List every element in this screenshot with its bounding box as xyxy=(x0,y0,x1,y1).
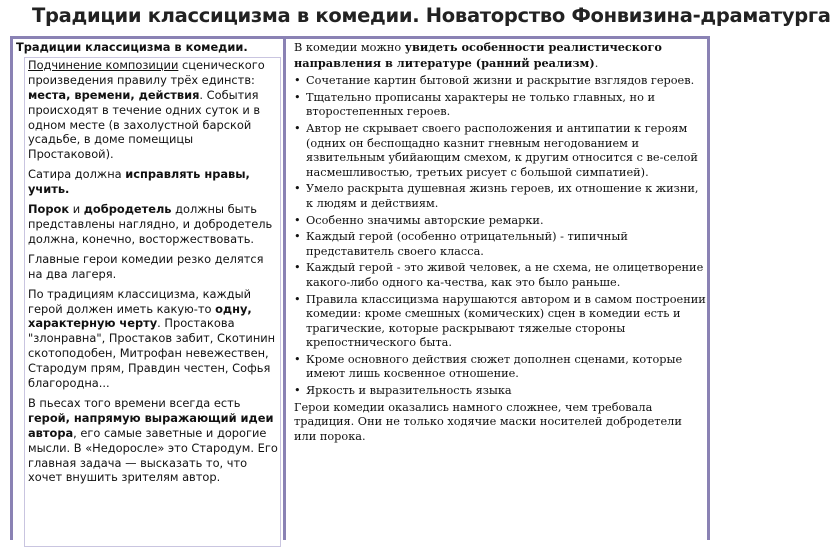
text-segment: должны быть представлены наглядно, и добродетель должна, конечно, восторжествовать. xyxy=(28,202,273,246)
right-intro xyxy=(294,40,706,71)
bold-text: увидеть особенности реалистического направления в литературе (ранний реализм) xyxy=(294,40,662,70)
bullet-icon: • xyxy=(294,261,301,275)
list-item xyxy=(294,384,706,399)
list-item-text: Каждый герой - это живой человек, а не схема, не олицетворение какого-либо одного ка-чества, как это было раньше. xyxy=(306,261,704,289)
list-item-text: Автор не скрывает своего расположения и антипатии к героям (одних он беспощадно казнит гневным негодованием и язвительным убийающим смехом, к другим относится с ве-селой насмешливостью, третьих рисует с большой симпатией). xyxy=(306,121,698,179)
left-heading: Традиции классицизма в комедии. xyxy=(16,40,248,54)
text-segment: сценического произведения правилу трёх единств: xyxy=(28,57,265,87)
bullet-icon: • xyxy=(294,90,301,104)
paragraph-vice-virtue xyxy=(28,202,280,247)
features-list xyxy=(294,74,706,398)
list-item-text: Тщательно прописаны характеры не только главных, но и второстепенных героев. xyxy=(306,90,655,119)
right-closing: Герои комедии оказались намного сложнее, чем требовала традиция. Они не только ходячие маски носителей добродетели или порока. xyxy=(294,400,682,443)
bold-text: места, времени, действия xyxy=(28,87,200,102)
text-segment: . xyxy=(594,56,599,70)
bold-text: Порок xyxy=(28,202,70,217)
bold-text: добродетель xyxy=(83,202,172,217)
bullet-icon: • xyxy=(294,213,301,227)
list-item-text: Сочетание картин бытовой жизни и раскрытие взглядов героев. xyxy=(306,74,695,88)
bold-text: герой, напрямую выражающий идеи автора xyxy=(28,410,274,440)
right-column xyxy=(294,40,706,444)
slide-title: Традиции классицизма в комедии. Новаторство Фонвизина-драматурга xyxy=(32,4,831,27)
list-item xyxy=(294,214,706,229)
list-item xyxy=(294,74,706,89)
bullet-icon: • xyxy=(294,74,301,88)
list-item xyxy=(294,182,706,211)
list-item xyxy=(294,293,706,351)
list-item-text: Каждый герой (особенно отрицательный) - типичный представитель своего класса. xyxy=(306,230,628,258)
paragraph-satire xyxy=(28,167,280,197)
list-item-text: Правила классицизма нарушаются автором и в самом построении комедии: кроме смешных (комических) сцен в комедии есть и трагические, которые раскрывают тяжелые стороны крепостнического быта. xyxy=(306,292,706,350)
list-item-text: Особенно значимы авторские ремарки. xyxy=(306,213,544,227)
list-item xyxy=(294,230,706,259)
bullet-icon: • xyxy=(294,292,301,306)
text-segment: . События происходят в течение одних суток и в одном месте (в захолустной барской усадьбе, в доме помещицы Простаковой). xyxy=(28,87,261,162)
list-item-text: Кроме основного действия сюжет дополнен сценами, которые имеют лишь косвенное отношение. xyxy=(306,352,683,381)
list-item xyxy=(294,261,706,290)
underlined-text: Подчинение композиции xyxy=(28,57,179,72)
text-segment: По традициям классицизма, каждый герой должен иметь какую-то xyxy=(28,286,251,316)
text-segment: В комедии можно xyxy=(294,41,405,54)
bullet-icon: • xyxy=(294,182,301,196)
list-item-text: Яркость и выразительность языка xyxy=(306,384,512,398)
text-segment: В пьесах того времени всегда есть xyxy=(28,395,241,410)
list-item xyxy=(294,122,706,180)
paragraph-two-camps: Главные герои комедии резко делятся на два лагеря. xyxy=(28,251,264,281)
left-column xyxy=(16,40,278,490)
paragraph-author-hero xyxy=(28,396,280,485)
bullet-icon: • xyxy=(294,352,301,366)
bold-text: исправлять нравы, учить. xyxy=(28,167,250,197)
paragraph-unities xyxy=(28,58,280,162)
column-divider xyxy=(283,36,286,540)
bold-text: одну, характерную черту xyxy=(28,301,252,331)
text-segment: Сатира должна xyxy=(28,167,126,182)
bullet-icon: • xyxy=(294,384,301,398)
list-item xyxy=(294,353,706,382)
text-segment: . Простакова "злонравна", Простаков забит, Скотинин скотоподобен, Митрофан невежествен, Стародум прям, Правдин честен, Софья благородна... xyxy=(28,316,276,391)
left-body xyxy=(16,58,280,485)
list-item-text: Умело раскрыта душевная жизнь героев, их отношение к жизни, к людям и действиям. xyxy=(306,182,699,210)
bullet-icon: • xyxy=(294,230,301,244)
text-segment: , его самые заветные и дорогие мысли. В «Недоросле» это Стародум. Его главная задача — высказать то, что хочет внушить зрителям автор. xyxy=(28,425,278,485)
paragraph-one-trait xyxy=(28,287,280,391)
bullet-icon: • xyxy=(294,121,301,135)
text-segment: и xyxy=(69,202,84,217)
list-item xyxy=(294,91,706,120)
